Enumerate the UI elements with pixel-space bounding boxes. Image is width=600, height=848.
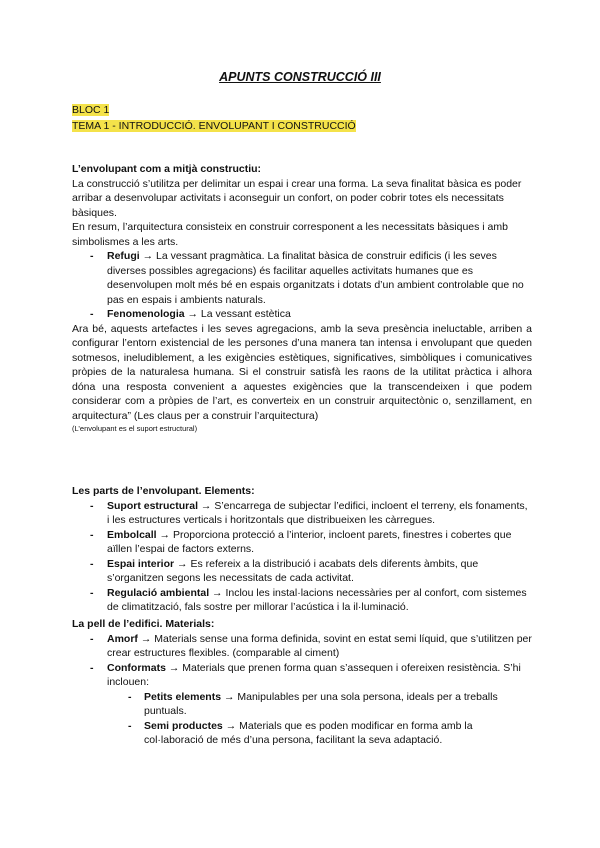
section-pell	[72, 617, 532, 748]
list-item-term: Espai interior	[107, 557, 175, 570]
sub-list-item	[72, 719, 532, 748]
list-item-term: Embolcall	[107, 528, 157, 541]
list-item	[72, 307, 532, 322]
list-item-text: → S’encarrega de subjectar l’edifici, incloent el terreny, els fonaments, i les estructures verticals i horitzontals que distribueixen les càrregues.	[107, 499, 528, 526]
list-item-term: Petits elements	[144, 690, 222, 703]
section-heading: Les parts de l’envolupant. Elements:	[72, 485, 255, 497]
document-title: APUNTS CONSTRUCCIÓ III	[219, 70, 381, 84]
list-item-text: → Materials sense una forma definida, sovint en estat semi líquid, que s’utilitzen per crear estructures flexibles. (comparable al ciment)	[107, 632, 532, 659]
paragraph: La construcció s’utilitza per delimitar un espai i crear una forma. La seva finalitat bàsica es poder arribar a desenvolupar activitats i aconseguir un confort, on poder cobrir totes els necessitats bàsiques.	[72, 177, 522, 219]
section-parts	[72, 484, 532, 615]
list-item-term: Amorf	[107, 632, 138, 645]
list-item-term: Fenomenologia	[107, 308, 185, 320]
list-item	[72, 249, 532, 307]
section-heading: La pell de l’edifici. Materials:	[72, 618, 215, 630]
bloc-highlight: BLOC 1	[72, 104, 110, 116]
section-envolupant	[72, 162, 532, 434]
list-item-term: Conformats	[107, 661, 166, 674]
list-item	[72, 661, 532, 690]
list-item-text: → Inclou les instal·lacions necessàries per al confort, com sistemes de climatització, fals sostre per millorar l’acústica i la il·luminació.	[107, 586, 527, 613]
list-item-text: → Manipulables per una sola persona, ideals per a treballs puntuals.	[144, 690, 498, 717]
sub-list-item	[72, 690, 532, 719]
bloc-label	[72, 103, 109, 118]
list-item-term: Semi productes	[144, 719, 223, 732]
list-item-text: → La vessant estètica	[184, 308, 291, 320]
list-item	[72, 557, 532, 586]
list-item-term: Regulació ambiental	[107, 586, 210, 599]
list-item	[72, 528, 532, 557]
list-item-text: → Es refereix a la distribució i acabats dels diferents àmbits, que s’organitzen segons les necessitats de cada activitat.	[107, 557, 479, 584]
list-item-text: → Proporciona protecció a l’interior, incloent parets, finestres i cobertes que aïllen l’espai de factors externs.	[107, 528, 512, 555]
list-item	[72, 586, 532, 615]
bullet-list	[72, 499, 532, 615]
sub-bullet-list	[72, 690, 532, 748]
paragraph: En resum, l’arquitectura consisteix en construir corresponent a les necessitats bàsiques i amb simbolismes a les arts.	[72, 221, 508, 248]
section-heading: L’envolupant com a mitjà constructiu:	[72, 163, 262, 175]
bullet-list	[72, 632, 532, 690]
tema-highlight: TEMA 1 - INTRODUCCIÓ. ENVOLUPANT I CONSTRUCCIÓ	[72, 120, 356, 132]
list-item-text: → Materials que es poden modificar en forma amb la col·laboració de més d’una persona, facilitant la seva adaptació.	[144, 719, 473, 746]
tema-label	[72, 119, 356, 134]
list-item-text: → Materials que prenen forma quan s’assequen i ofereixen resistència. S’hi inclouen:	[107, 661, 521, 688]
list-item-term: Suport estructural	[107, 499, 199, 512]
list-item-term: Refugi	[107, 250, 140, 262]
paragraph: Ara bé, aquests artefactes i les seves agregacions, amb la seva presència ineluctable, arriben a configurar l’entorn existencial de les persones d’una manera tan intensa i envolupant que queden sotmesos, ineludiblement, a les exigències estètiques, significatives, simbòliques i comunicatives pròpies de la naturalesa humana. Si el construir satisfà les raons de la utilitat pràctica i alhora dóna una resposta convenient a aquestes exigències que la transcendeixen i que podem considerar com a pròpies de l’art, es converteix en un construir arquitectònic o, senzillament, en arquitectura” (Les claus per a construir l’arquitectura)	[72, 322, 532, 422]
list-item	[72, 499, 532, 528]
list-item	[72, 632, 532, 661]
bullet-list	[72, 249, 532, 322]
note: (L’envolupant es el suport estructural)	[72, 424, 198, 433]
list-item-text: → La vessant pragmàtica. La finalitat bàsica de construir edificis (i les seves diverses possibles agregacions) és facilitar aquelles activitats humanes que es desenvolupen molt més bé en espais organitzats i dotats d’un ambient controlable que no pas en espais i ambients naturals.	[107, 250, 524, 306]
